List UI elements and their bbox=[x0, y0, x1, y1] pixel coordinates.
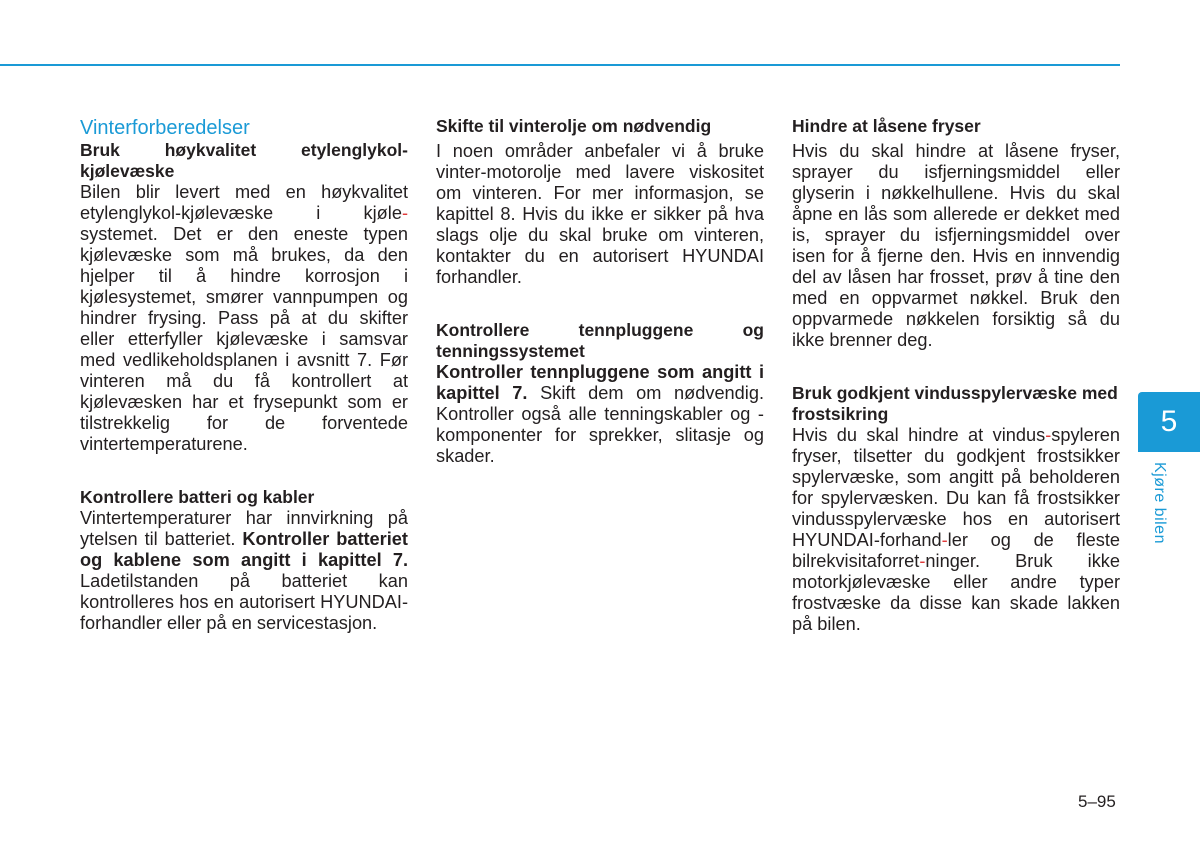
paragraph-spark-plugs bbox=[436, 362, 764, 467]
heading-locks: Hindre at låsene fryser bbox=[792, 116, 981, 136]
paragraph-washer-fluid bbox=[792, 425, 1120, 635]
top-rule bbox=[0, 64, 1120, 66]
text-span: systemet. Det er den eneste typen kjølevæske som må brukes, da den hjelper til å hindre korrosjon i kjølesystemet, smører vannpumpen og hindrer frysing. Pass på at du skifter eller etterfyller kjølevæske i samsvar med vedlikeholdsplanen i avsnitt 7. Før vinteren må du få kontrollert at kjølevæsken har et frysepunkt som er tilstrekkelig for de forventede vintertemperaturene. bbox=[80, 224, 408, 454]
text-span: ninger. Bruk ikke motorkjølevæske eller andre typer frostvæske da disse kan skade lakken på bilen. bbox=[792, 551, 1120, 634]
text-span: Vintertemperaturer har innvirkning på ytelsen til batteriet. bbox=[80, 508, 408, 549]
heading-winter-oil: Skifte til vinterolje om nødvendig bbox=[436, 116, 712, 136]
text-span: Ladetilstanden på batteriet kan kontrolleres hos en autorisert HYUNDAI-forhandler eller på en servicestasjon. bbox=[80, 571, 408, 633]
column-2 bbox=[436, 116, 764, 467]
hyphen-mark: - bbox=[941, 530, 948, 550]
bold-text: Kontroller tennpluggene som angitt i kapittel 7. bbox=[436, 362, 764, 403]
text-span: Skift dem om nødvendig. Kontroller også alle tenningskabler og -komponenter for sprekker, slitasje og skader. bbox=[436, 383, 765, 466]
page-number: 5–95 bbox=[1078, 792, 1116, 811]
hyphen-mark: - bbox=[919, 551, 926, 571]
paragraph-winter-oil: I noen områder anbefaler vi å bruke vinter-motorolje med lavere viskositet om vinteren. For mer informasjon, se kapittel 8. Hvis du ikke er sikker på hva slags olje du skal bruke om vinteren, kontakter du en autorisert HYUNDAI forhandler. bbox=[436, 141, 764, 287]
text-span: ler og de fleste bilrekvisitaforret bbox=[792, 530, 1120, 571]
section-title: Vinterforberedelser bbox=[80, 117, 250, 139]
text-span: Bilen blir levert med en høykvalitet etylenglykol-kjølevæske i kjøle bbox=[80, 182, 408, 223]
column-3 bbox=[792, 116, 1120, 635]
text-span: Hvis du skal hindre at vindus bbox=[792, 425, 1046, 445]
heading-battery: Kontrollere batteri og kabler bbox=[80, 487, 315, 507]
hyphen-mark: - bbox=[401, 203, 408, 223]
column-1 bbox=[80, 116, 408, 634]
text-span: spyleren fryser, tilsetter du godkjent frostsikker spylervæske, som angitt på beholderen for spylervæsken. Du kan få frostsikker vindusspylervæske hos en autorisert HYUNDAI-forhand bbox=[792, 425, 1120, 550]
heading-spark-plugs: Kontrollere tennpluggene og tenningssystemet bbox=[436, 320, 764, 361]
paragraph-locks: Hvis du skal hindre at låsene fryser, sprayer du isfjerningsmiddel eller glyserin i nøkkelhullene. Hvis du skal åpne en lås som allerede er dekket med is, sprayer du isfjerningsmiddel over isen for å fjerne den. Hvis en innvendig del av låsen har frosset, prøv å tine den med en oppvarmet nøkkel. Bruk den oppvarmede nøkkelen forsiktig så du ikke brenner deg. bbox=[792, 141, 1120, 350]
chapter-tab: 5 bbox=[1138, 392, 1200, 452]
paragraph-coolant bbox=[80, 182, 408, 455]
heading-coolant: Bruk høykvalitet etylenglykol-kjølevæske bbox=[80, 140, 408, 181]
heading-washer-fluid: Bruk godkjent vindusspylervæske med frostsikring bbox=[792, 383, 1118, 424]
hyphen-mark: - bbox=[1045, 425, 1052, 445]
bold-text: Kontroller batteriet og kablene som angitt i kapittel 7. bbox=[80, 529, 408, 570]
paragraph-battery bbox=[80, 508, 408, 634]
chapter-title: Kjøre bilen bbox=[1151, 462, 1168, 544]
